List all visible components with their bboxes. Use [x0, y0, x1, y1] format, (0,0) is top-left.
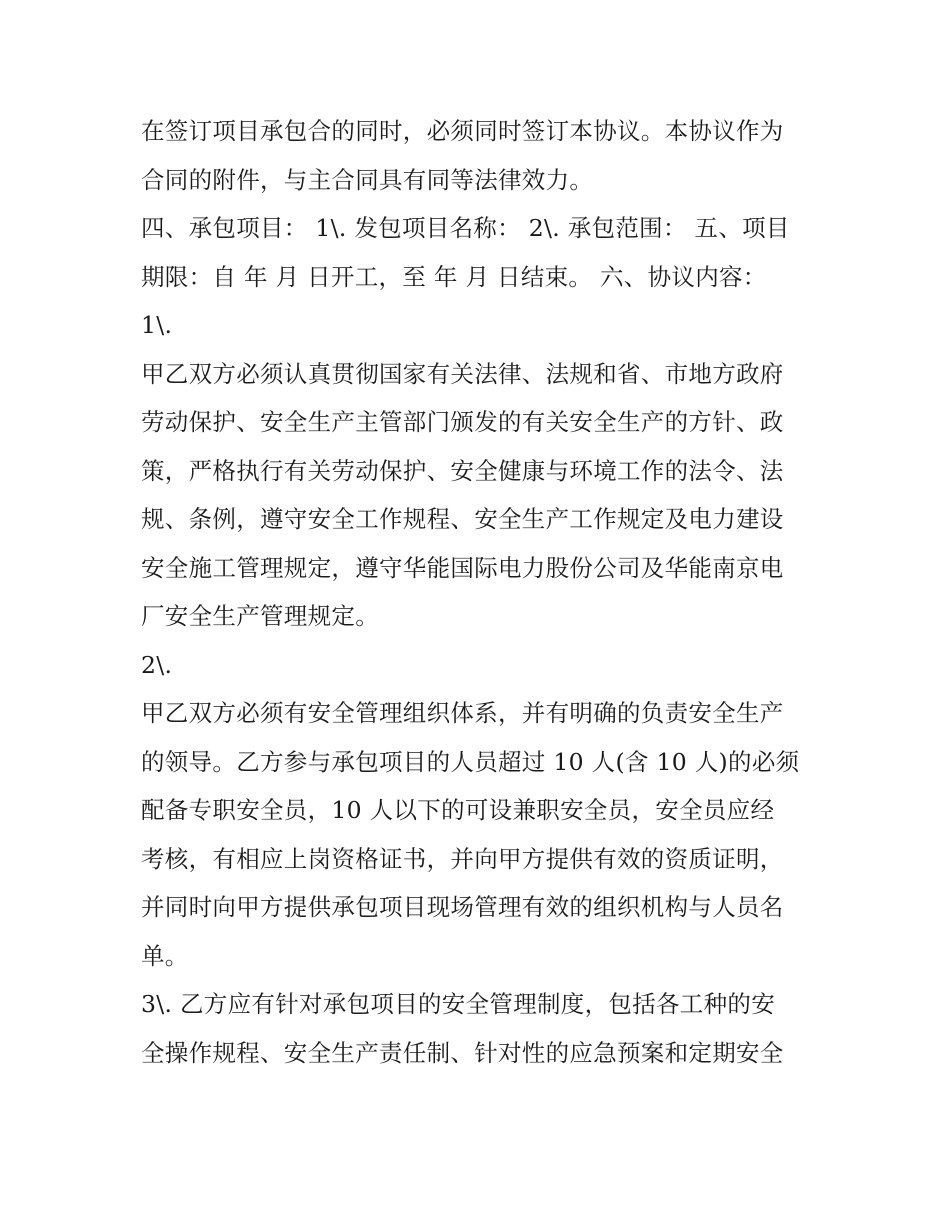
text-line-19: 3\. 乙方应有针对承包项目的安全管理制度，包括各工种的安	[141, 990, 776, 1018]
text-line-6: 甲乙双方必须认真贯彻国家有关法律、法规和省、市地方政府	[141, 359, 784, 388]
text-line-20: 全操作规程、安全生产责任制、针对性的应急预案和定期安全	[141, 1038, 784, 1067]
text-line-8: 策，严格执行有关劳动保护、安全健康与环境工作的法令、法	[141, 456, 784, 485]
text-line-10: 安全施工管理规定，遵守华能国际电力股份公司及华能南京电	[141, 553, 784, 582]
text-line-7: 劳动保护、安全生产主管部门颁发的有关安全生产的方针、政	[141, 408, 784, 436]
text-line-5: 1\.	[141, 311, 173, 339]
text-line-17: 并同时向甲方提供承包项目现场管理有效的组织机构与人员名	[141, 893, 784, 921]
text-line-15: 配备专职安全员，10 人以下的可设兼职安全员，安全员应经	[141, 796, 775, 824]
document-body	[141, 107, 821, 1077]
text-line-2: 合同的附件，与主合同具有同等法律效力。	[141, 165, 594, 194]
text-line-14: 的领导。乙方参与承包项目的人员超过 10 人(含 10 人)的必须	[141, 747, 800, 776]
text-line-16: 考核，有相应上岗资格证书，并向甲方提供有效的资质证明，	[141, 844, 784, 873]
text-line-18: 单。	[141, 941, 189, 970]
text-line-12: 2\.	[141, 650, 173, 679]
text-line-1: 在签订项目承包合的同时，必须同时签订本协议。本协议作为	[141, 117, 784, 145]
text-line-9: 规、条例，遵守安全工作规程、安全生产工作规定及电力建设	[141, 505, 784, 533]
text-line-3: 四、承包项目： 1\. 发包项目名称： 2\. 承包范围： 五、项目	[141, 214, 790, 242]
text-line-11: 厂安全生产管理规定。	[141, 602, 379, 630]
text-line-4: 期限：自 年 月 日开工，至 年 月 日结束。 六、协议内容：	[141, 262, 767, 291]
text-line-13: 甲乙双方必须有安全管理组织体系，并有明确的负责安全生产	[141, 699, 784, 727]
